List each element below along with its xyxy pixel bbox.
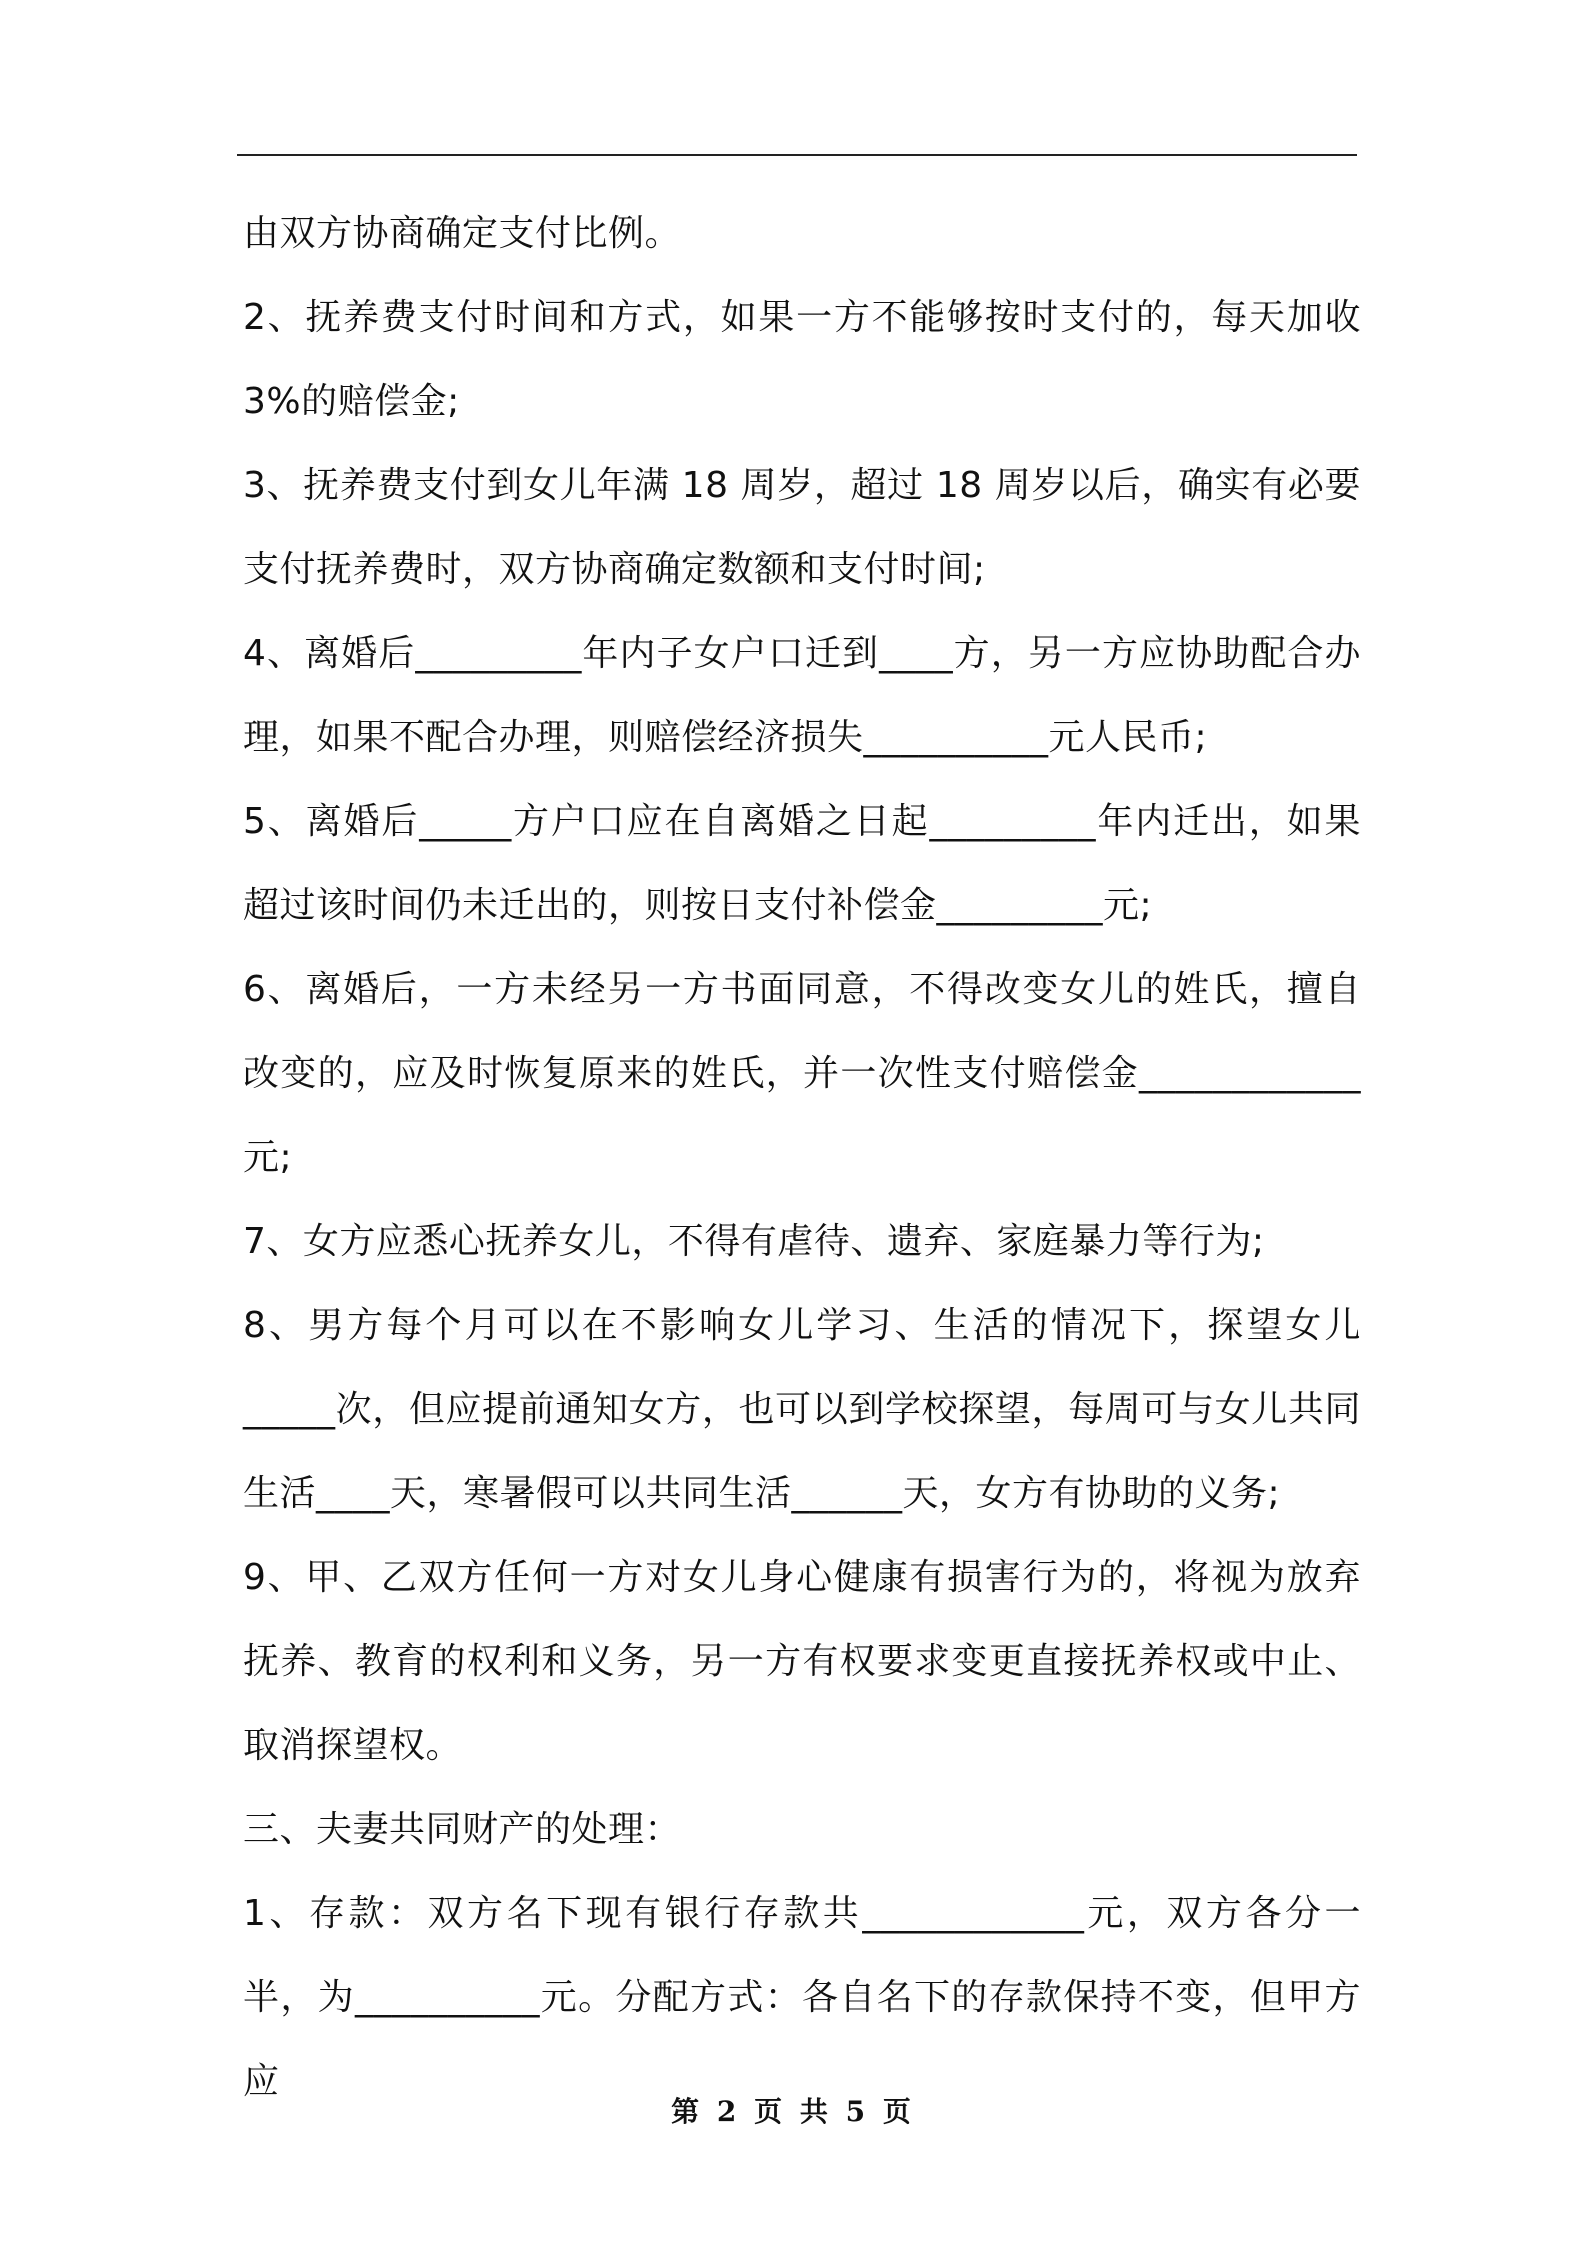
paragraph-item-3: 3、抚养费支付到女儿年满 18 周岁，超过 18 周岁以后，确实有必要支付抚养费时，双方协商确定数额和支付时间;	[243, 465, 1361, 590]
paragraph-item-8: 8、男方每个月可以在不影响女儿学习、生活的情况下，探望女儿_____次，但应提前通知女方，也可以到学校探望，每周可与女儿共同生活____天，寒暑假可以共同生活______天，女方有协助的义务;	[243, 1305, 1361, 1514]
paragraph-item-9: 9、甲、乙双方任何一方对女儿身心健康有损害行为的，将视为放弃抚养、教育的权利和义务，另一方有权要求变更直接抚养权或中止、取消探望权。	[243, 1557, 1361, 1766]
paragraph-item-7: 7、女方应悉心抚养女儿，不得有虐待、遗弃、家庭暴力等行为;	[243, 1221, 1265, 1262]
document-body	[243, 192, 1361, 2124]
paragraph-payment-ratio: 由双方协商确定支付比例。	[243, 213, 682, 254]
paragraph-deposits: 1、存款：双方名下现有银行存款共____________元，双方各分一半，为__________元。分配方式：各自名下的存款保持不变，但甲方应	[243, 1893, 1361, 2102]
section-heading-property: 三、夫妻共同财产的处理：	[243, 1809, 682, 1850]
paragraph-item-5: 5、离婚后_____方户口应在自离婚之日起_________年内迁出，如果超过该时间仍未迁出的，则按日支付补偿金_________元;	[243, 801, 1361, 926]
paragraph-item-6: 6、离婚后，一方未经另一方书面同意，不得改变女儿的姓氏，擅自改变的，应及时恢复原来的姓氏，并一次性支付赔偿金____________元;	[243, 969, 1361, 1178]
paragraph-item-4: 4、离婚后_________年内子女户口迁到____方，另一方应协助配合办理，如果不配合办理，则赔偿经济损失__________元人民币;	[243, 633, 1361, 758]
header-rule	[237, 154, 1357, 156]
page-number: 第 2 页 共 5 页	[671, 2095, 915, 2128]
paragraph-item-2: 2、抚养费支付时间和方式，如果一方不能够按时支付的，每天加收3%的赔偿金;	[243, 297, 1361, 422]
